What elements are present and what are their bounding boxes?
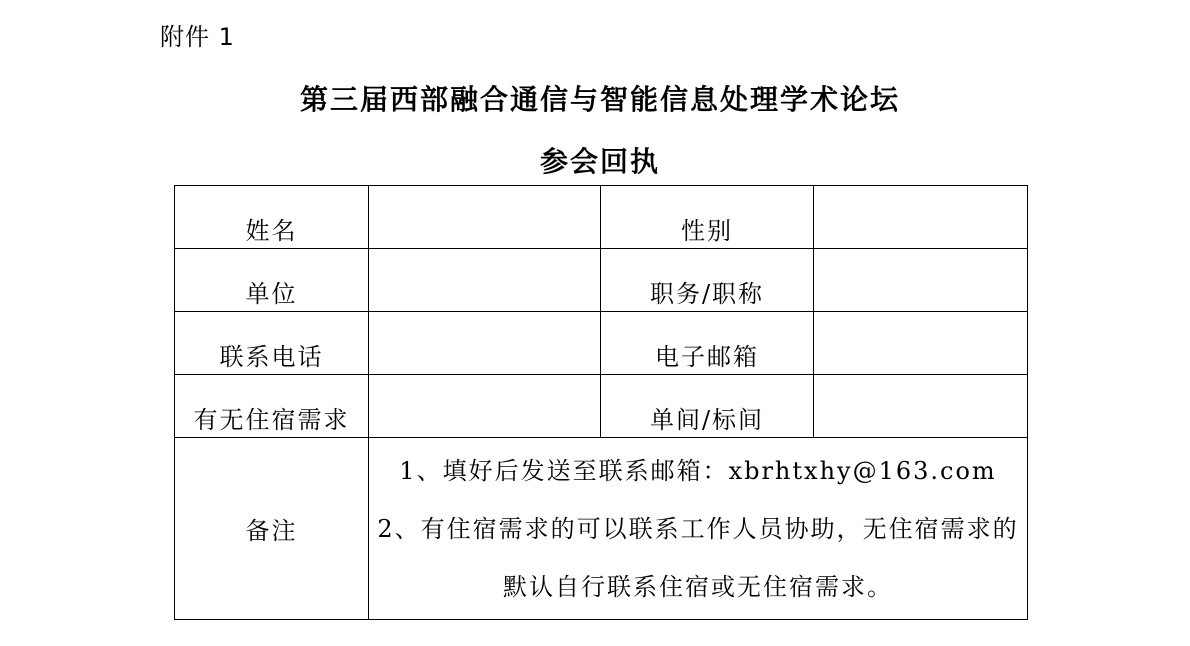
phone-label: 联系电话 [175,312,369,375]
registration-form-table [174,185,1028,620]
position-title-label: 职务/职称 [601,249,814,312]
accommodation-field[interactable] [369,375,601,438]
email-label: 电子邮箱 [601,312,814,375]
note-item: 2、有住宿需求的可以联系工作人员协助，无住宿需求的默认自行联系住宿或无住宿需求。 [377,514,1019,601]
room-type-field[interactable] [814,375,1028,438]
notes-content [369,438,1028,620]
gender-field[interactable] [814,186,1028,249]
position-title-field[interactable] [814,249,1028,312]
notes-label: 备注 [175,438,369,620]
form-row-organization [175,249,1028,312]
form-row-notes [175,438,1028,620]
organization-field[interactable] [369,249,601,312]
form-row-contact [175,312,1028,375]
name-label: 姓名 [175,186,369,249]
document-subtitle: 参会回执 [539,145,660,178]
organization-label: 单位 [175,249,369,312]
room-type-label: 单间/标间 [601,375,814,438]
phone-field[interactable] [369,312,601,375]
note-item: 1、填好后发送至联系邮箱：xbrhtxhy@163.com [399,456,997,485]
gender-label: 性别 [601,186,814,249]
form-row-name [175,186,1028,249]
form-row-accommodation [175,375,1028,438]
attachment-label: 附件 1 [160,23,235,51]
email-field[interactable] [814,312,1028,375]
document-title: 第三届西部融合通信与智能信息处理学术论坛 [299,83,900,116]
accommodation-label: 有无住宿需求 [175,375,369,438]
name-field[interactable] [369,186,601,249]
